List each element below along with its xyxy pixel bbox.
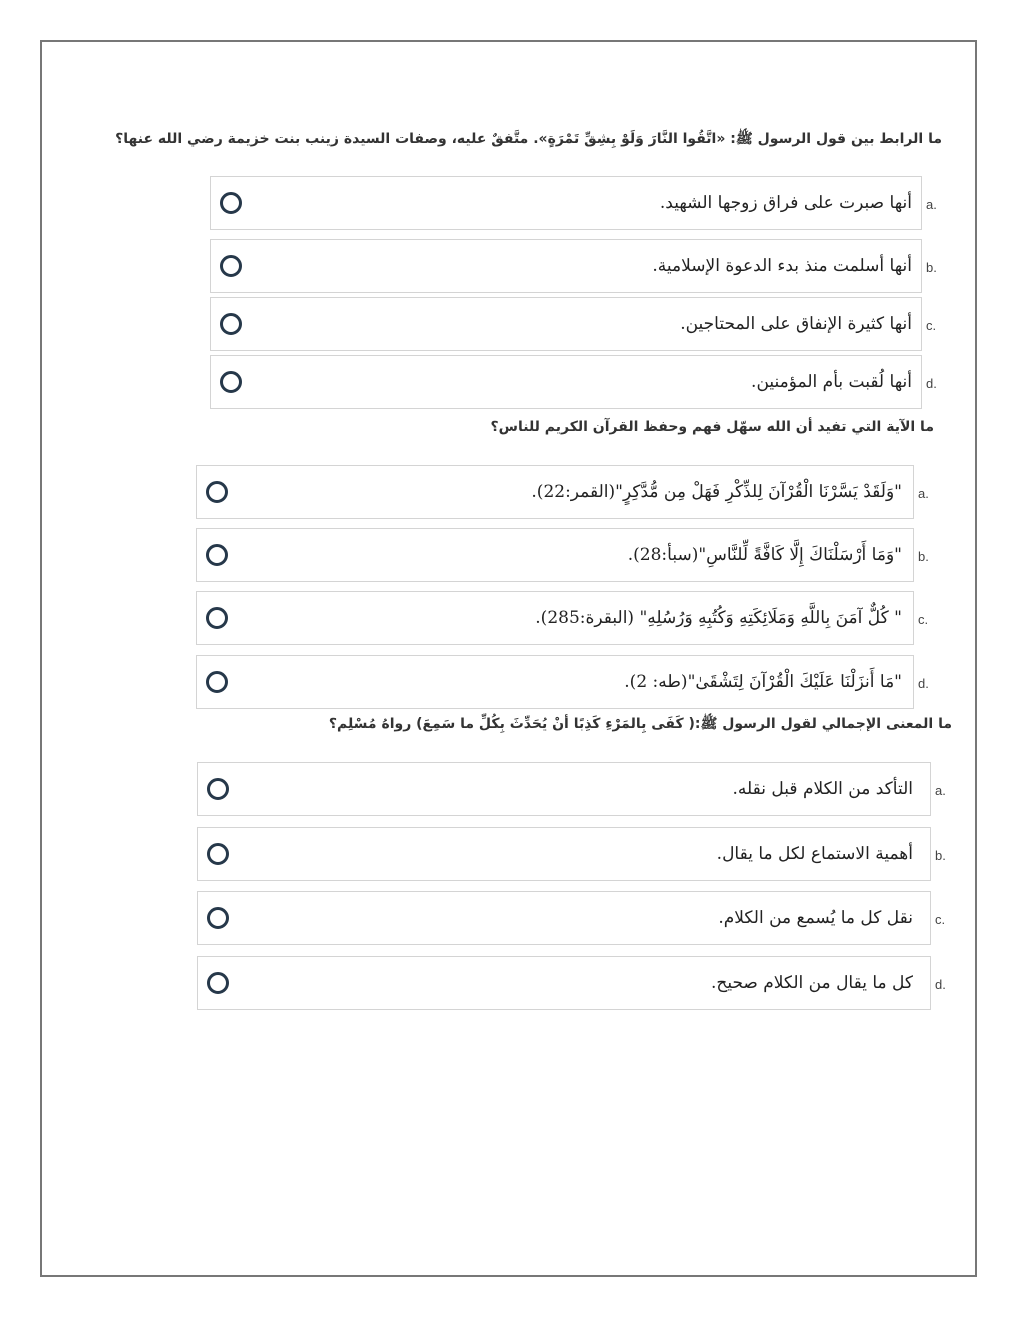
question-2-text: ما الآية التي تفيد أن الله سهّل فهم وحفظ القرآن الكريم للناس؟ bbox=[490, 419, 934, 435]
option-text: "مَا أَنزَلْنَا عَلَيْكَ الْقُرْآنَ لِتَشْقَىٰ"(طه: 2). bbox=[624, 672, 902, 692]
radio-button[interactable] bbox=[220, 371, 242, 393]
radio-button[interactable] bbox=[206, 481, 228, 503]
option-letter: a. bbox=[926, 197, 937, 212]
radio-button[interactable] bbox=[207, 907, 229, 929]
option-text: كل ما يقال من الكلام صحيح. bbox=[710, 973, 913, 993]
option-letter: b. bbox=[926, 260, 937, 275]
q2-option-d[interactable] bbox=[196, 655, 940, 711]
q1-option-d[interactable] bbox=[210, 355, 950, 411]
q3-option-b[interactable] bbox=[197, 827, 955, 883]
radio-button[interactable] bbox=[206, 671, 228, 693]
q3-option-d[interactable] bbox=[197, 956, 955, 1012]
option-text: "وَلَقَدْ يَسَّرْنَا الْقُرْآنَ لِلذِّكْرِ فَهَلْ مِن مُّدَّكِرٍ"(القمر:22). bbox=[531, 482, 902, 502]
q2-option-a[interactable] bbox=[196, 465, 940, 521]
q2-option-c[interactable] bbox=[196, 591, 940, 647]
option-text: أنها كثيرة الإنفاق على المحتاجين. bbox=[680, 314, 912, 334]
option-letter: b. bbox=[935, 848, 946, 863]
option-text: أهمية الاستماع لكل ما يقال. bbox=[716, 844, 913, 864]
radio-button[interactable] bbox=[207, 843, 229, 865]
radio-button[interactable] bbox=[207, 972, 229, 994]
option-text: أنها صبرت على فراق زوجها الشهيد. bbox=[659, 193, 912, 213]
option-text: أنها أسلمت منذ بدء الدعوة الإسلامية. bbox=[652, 256, 912, 276]
q3-option-a[interactable] bbox=[197, 762, 955, 818]
q1-option-a[interactable] bbox=[210, 176, 950, 232]
q3-option-c[interactable] bbox=[197, 891, 955, 947]
option-letter: a. bbox=[935, 783, 946, 798]
radio-button[interactable] bbox=[220, 192, 242, 214]
option-letter: c. bbox=[918, 612, 929, 627]
option-letter: c. bbox=[935, 912, 946, 927]
option-text: "وَمَا أَرْسَلْنَاكَ إِلَّا كَافَّةً لِّلنَّاسِ"(سبأ:28). bbox=[627, 545, 902, 565]
radio-button[interactable] bbox=[220, 255, 242, 277]
option-letter: d. bbox=[935, 977, 946, 992]
option-text: التأكد من الكلام قبل نقله. bbox=[732, 779, 913, 799]
option-letter: a. bbox=[918, 486, 929, 501]
option-text: " كُلٌّ آمَنَ بِاللَّهِ وَمَلَائِكَتِهِ وَكُتُبِهِ وَرُسُلِهِ" (البقرة:285). bbox=[535, 608, 902, 628]
radio-button[interactable] bbox=[206, 607, 228, 629]
radio-button[interactable] bbox=[206, 544, 228, 566]
option-letter: d. bbox=[926, 376, 937, 391]
q1-option-b[interactable] bbox=[210, 239, 950, 295]
q2-option-b[interactable] bbox=[196, 528, 940, 584]
option-text: نقل كل ما يُسمع من الكلام. bbox=[718, 908, 913, 928]
option-letter: d. bbox=[918, 676, 929, 691]
radio-button[interactable] bbox=[220, 313, 242, 335]
option-letter: c. bbox=[926, 318, 937, 333]
radio-button[interactable] bbox=[207, 778, 229, 800]
q1-option-c[interactable] bbox=[210, 297, 950, 353]
option-text: أنها لُقبت بأم المؤمنين. bbox=[751, 372, 912, 392]
option-letter: b. bbox=[918, 549, 929, 564]
question-3-text: ما المعنى الإجمالي لقول الرسول ﷺ:( كَفَى بِالمَرْءِ كَذِبًا أنْ يُحَدِّثَ بِكُلِّ ما سَمِعَ) رواهُ مُسْلِم؟ bbox=[328, 716, 952, 732]
question-1-text: ما الرابط بين قول الرسول ﷺ: «اتَّقُوا النَّارَ وَلَوْ بِشِقِّ تَمْرَةٍ». متَّفقٌ عليه، وصفات السيدة زينب بنت خزيمة رضي الله عنها؟ bbox=[115, 131, 942, 147]
